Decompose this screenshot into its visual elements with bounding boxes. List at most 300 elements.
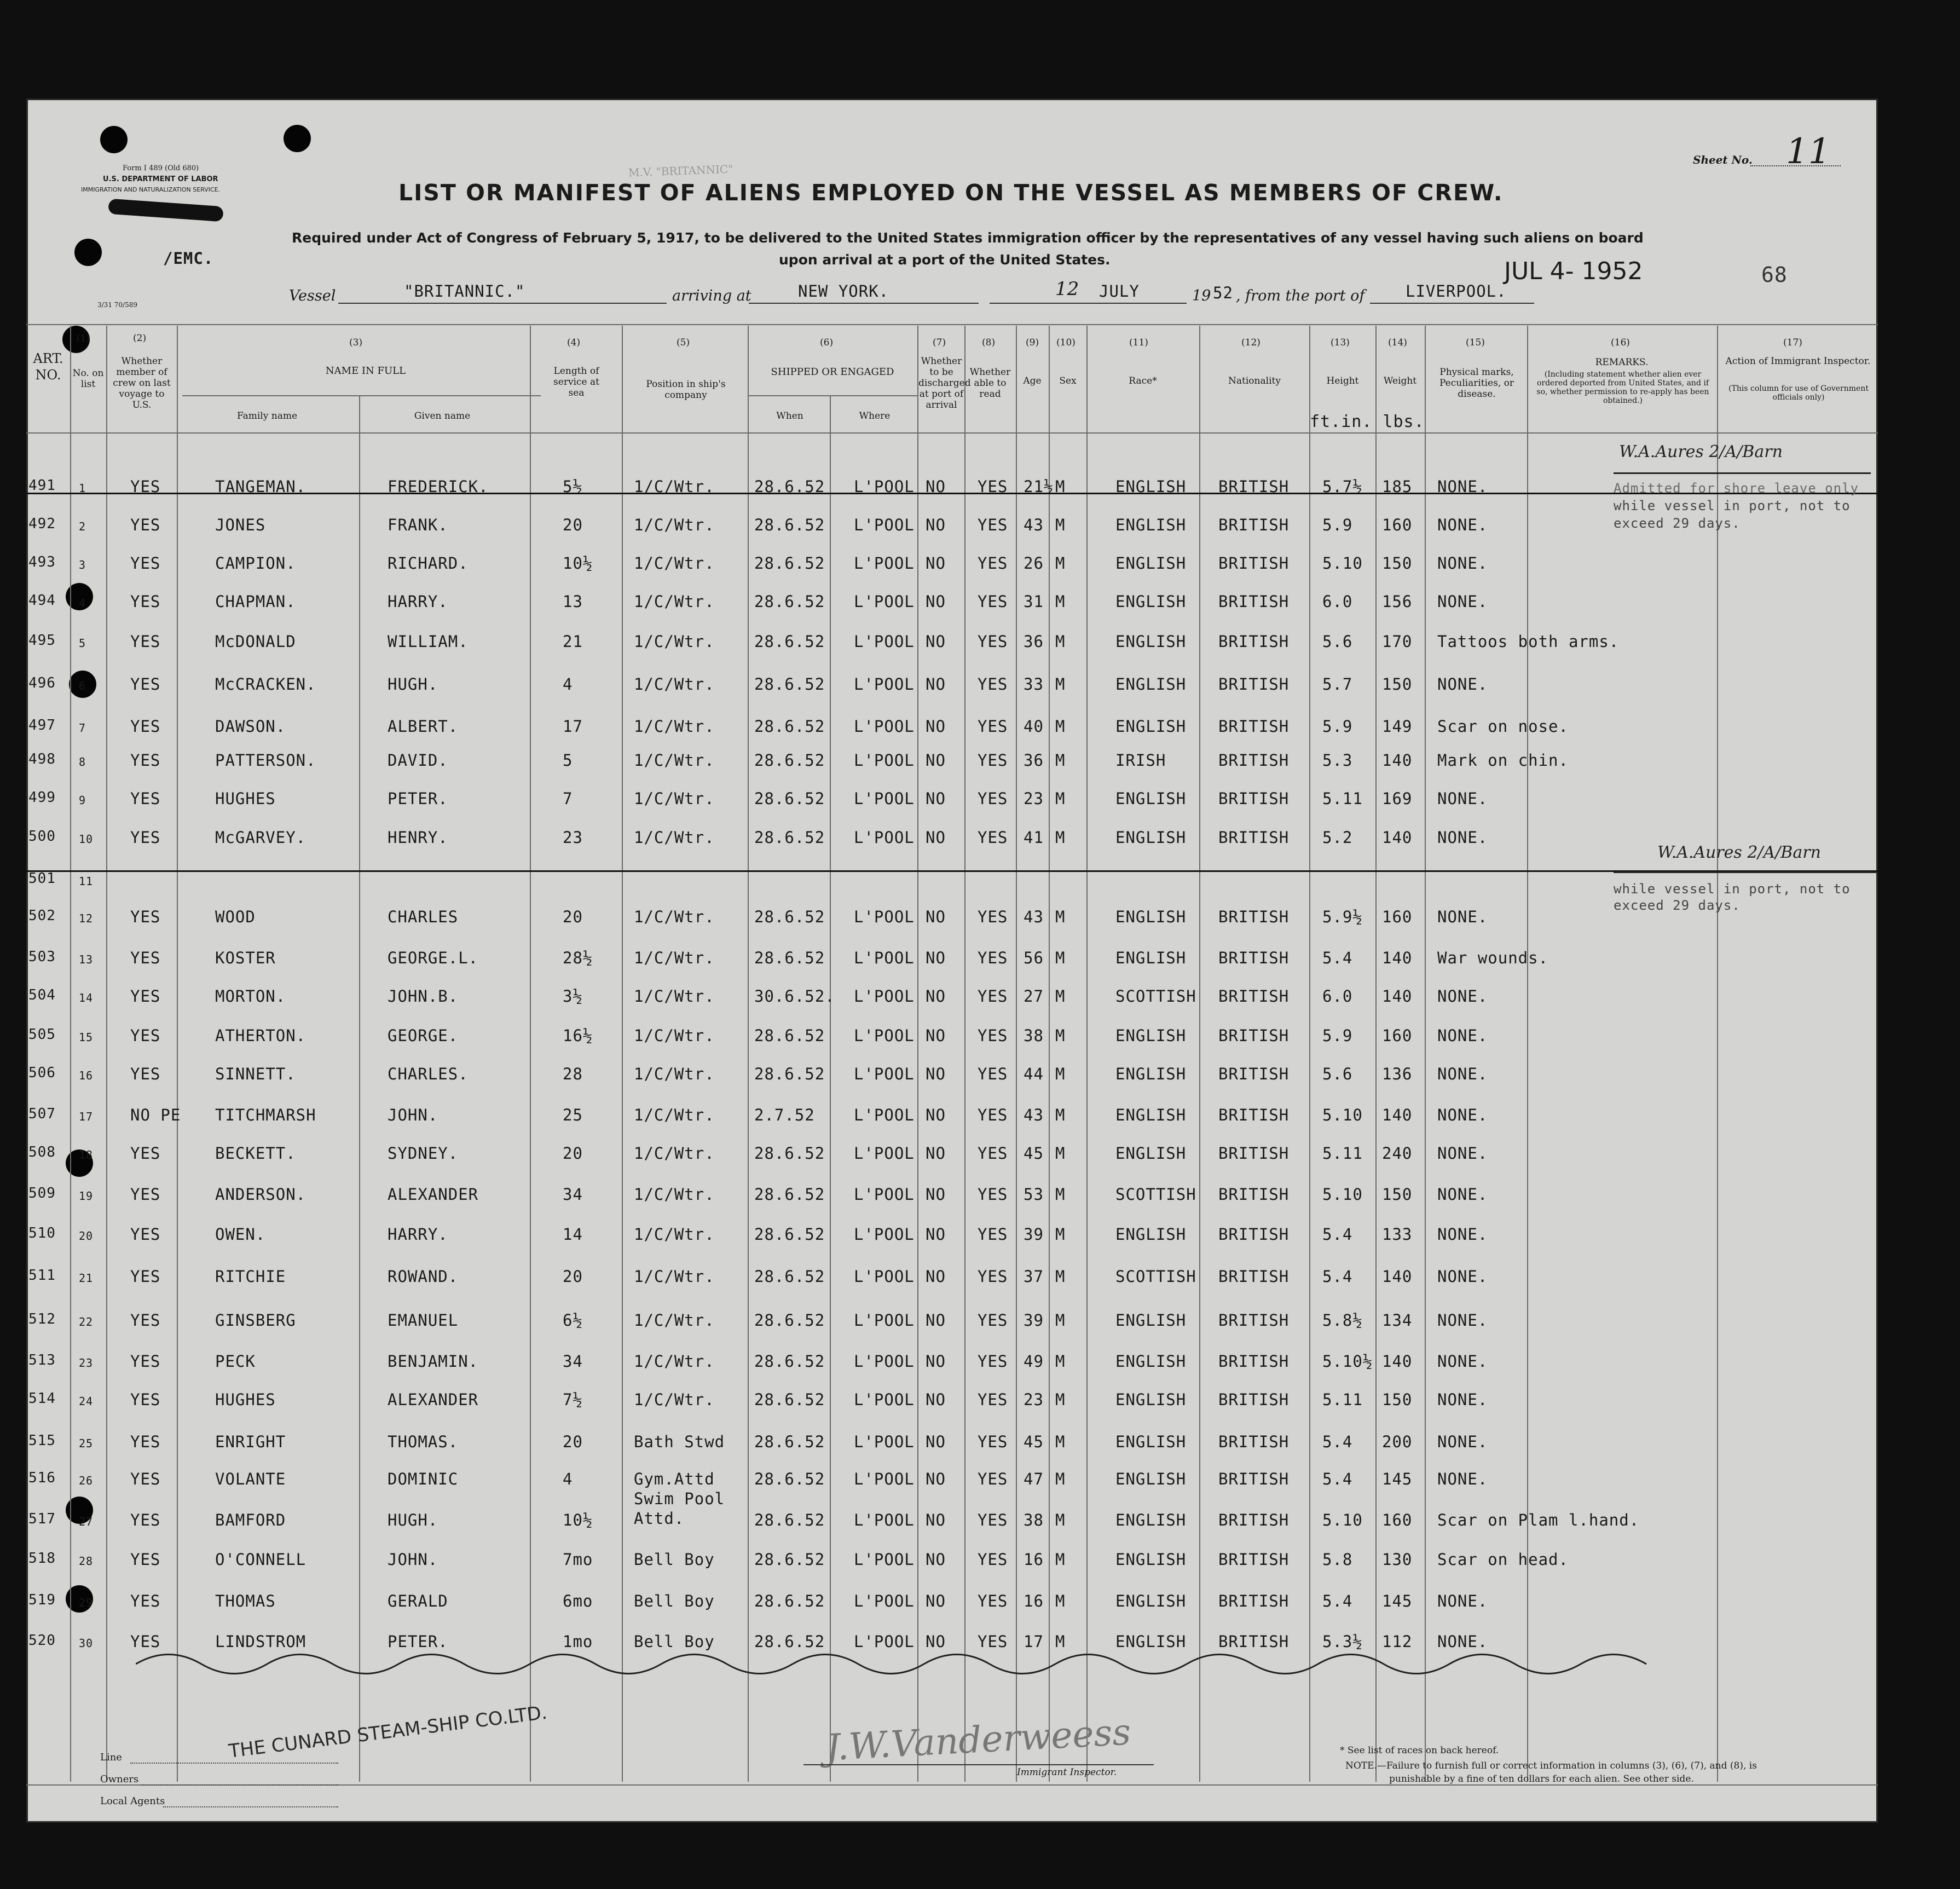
position-cell: 1/C/Wtr. [634,1311,715,1330]
nationality-cell: BRITISH [1218,1026,1290,1045]
art-number-cell: 512 [28,1311,56,1327]
col-divider [1375,326,1377,1782]
family-name-cell: McDONALD [215,632,296,651]
art-number-cell: 509 [28,1185,56,1201]
name-header-rule [182,395,541,396]
col1-number: (1) [77,333,90,344]
sex-cell: M [1055,516,1066,534]
from-port-label: , from the port of [1236,287,1365,304]
race-cell: ENGLISH [1115,1592,1187,1610]
physical-marks-cell: NONE. [1437,1065,1488,1083]
family-name-cell: PATTERSON. [215,751,316,770]
physical-marks-cell: NONE. [1437,1026,1488,1045]
col13-header: Height [1326,376,1359,386]
prior-voyage-cell: YES [130,717,161,736]
service-length-cell: 14 [563,1225,583,1244]
family-name-cell: SINNETT. [215,1065,296,1083]
race-cell: ENGLISH [1115,1550,1187,1569]
table-top-rule [26,324,1878,325]
height-cell: 5.2 [1322,828,1353,847]
weight-cell: 140 [1382,1352,1413,1371]
sex-cell: M [1055,1352,1066,1371]
art-number-cell: 518 [28,1550,56,1567]
weight-cell: 200 [1382,1432,1413,1451]
given-name-cell: FRANK. [388,516,448,534]
department-label: U.S. DEPARTMENT OF LABOR [103,175,218,183]
physical-marks-cell: War wounds. [1437,949,1549,967]
height-cell: 5.6 [1322,1065,1353,1083]
height-cell: 5.4 [1322,1592,1353,1610]
shipped-where-cell: L'POOL [854,1432,915,1451]
family-name-cell: BECKETT. [215,1144,296,1163]
nationality-cell: BRITISH [1218,789,1290,808]
family-name-cell: BAMFORD [215,1511,286,1529]
position-cell: 1/C/Wtr. [634,1026,715,1045]
given-name-cell: FREDERICK. [388,477,489,496]
discharged-cell: NO [926,675,946,694]
race-cell: ENGLISH [1115,789,1187,808]
physical-marks-cell: NONE. [1437,1106,1488,1124]
col16-number: (16) [1611,337,1630,348]
art-number-cell: 514 [28,1390,56,1407]
given-name-cell: SYDNEY. [388,1144,459,1163]
physical-marks-cell: Scar on Plam l.hand. [1437,1511,1640,1529]
col-divider [106,326,107,1782]
height-cell: 5.7½ [1322,477,1363,496]
able-to-read-cell: YES [978,1106,1008,1124]
discharged-cell: NO [926,1632,946,1651]
height-cell: 5.10 [1322,554,1363,573]
prior-voyage-cell: YES [130,1352,161,1371]
weight-cell: 145 [1382,1592,1413,1610]
able-to-read-cell: YES [978,554,1008,573]
height-cell: 5.11 [1322,1390,1363,1409]
shipped-where-cell: L'POOL [854,632,915,651]
race-cell: ENGLISH [1115,949,1187,967]
art-number-cell: 501 [28,870,56,887]
sex-cell: M [1055,1550,1066,1569]
sex-cell: M [1055,1632,1066,1651]
family-name-cell: OWEN. [215,1225,266,1244]
service-length-cell: 3½ [563,987,583,1006]
prior-voyage-cell: YES [130,828,161,847]
service-length-cell: 13 [563,592,583,611]
physical-marks-cell: NONE. [1437,1390,1488,1409]
list-number-cell: 18 [79,1148,94,1162]
able-to-read-cell: YES [978,675,1008,694]
family-name-cell: McGARVEY. [215,828,307,847]
remarks-text-2a: while vessel in port, not to [1614,881,1851,897]
age-cell: 45 [1024,1432,1044,1451]
prior-voyage-cell: YES [130,1550,161,1569]
col17-subheader: (This column for use of Government officials only) [1728,384,1869,402]
shipped-where-cell: L'POOL [854,1390,915,1409]
service-length-cell: 21 [563,632,583,651]
weight-cell: 112 [1382,1632,1413,1651]
given-name-cell: GEORGE.L. [388,949,479,967]
col-divider [830,395,831,1782]
print-reference: 3/31 70/589 [97,301,137,309]
physical-marks-cell: NONE. [1437,554,1488,573]
sex-cell: M [1055,1432,1066,1451]
family-name-cell: CAMPION. [215,554,296,573]
family-name-cell: VOLANTE [215,1470,286,1488]
col6-header: SHIPPED OR ENGAGED [771,366,894,378]
height-cell: 5.9 [1322,516,1353,534]
age-cell: 45 [1024,1144,1044,1163]
nationality-cell: BRITISH [1218,908,1290,926]
sex-cell: M [1055,908,1066,926]
col-divider [917,326,918,1782]
race-cell: ENGLISH [1115,592,1187,611]
col-divider [622,326,623,1782]
departure-port-line [1370,303,1534,304]
list-number-cell: 10 [79,833,94,846]
race-cell: ENGLISH [1115,1432,1187,1451]
vessel-label: Vessel [289,287,336,304]
height-cell: 5.9 [1322,1026,1353,1045]
physical-marks-cell: NONE. [1437,789,1488,808]
nationality-cell: BRITISH [1218,1470,1290,1488]
discharged-cell: NO [926,1470,946,1488]
height-cell: 5.3½ [1322,1632,1363,1651]
shipped-where-cell: L'POOL [854,554,915,573]
physical-marks-cell: NONE. [1437,1144,1488,1163]
office-code: /EMC. [163,249,214,268]
shipped-where-cell: L'POOL [854,1185,915,1204]
sex-cell: M [1055,949,1066,967]
service-length-cell: 6½ [563,1311,583,1330]
age-cell: 53 [1024,1185,1044,1204]
physical-marks-cell: NONE. [1437,1267,1488,1286]
shipped-when-cell: 28.6.52 [754,908,825,926]
units-label: ft.in. lbs. [1310,412,1425,431]
ink-smudge [108,199,223,222]
line-field-rule [130,1763,338,1764]
arriving-label: arriving at [672,287,751,304]
shipped-where-cell: L'POOL [854,1592,915,1610]
nationality-cell: BRITISH [1218,554,1290,573]
service-length-cell: 25 [563,1106,583,1124]
inspector-signature: J.W.Vanderweess [824,1711,1132,1769]
discharged-cell: NO [926,717,946,736]
weight-cell: 140 [1382,1267,1413,1286]
arrival-month: JULY [1099,282,1140,301]
list-number-cell: 29 [79,1596,94,1609]
height-cell: 5.8 [1322,1550,1353,1569]
nationality-cell: BRITISH [1218,717,1290,736]
sex-cell: M [1055,675,1066,694]
col9-number: (9) [1026,337,1039,348]
position-cell: 1/C/Wtr. [634,751,715,770]
position-cell: Bell Boy [634,1550,715,1569]
owners-label: Owners [100,1774,139,1785]
col10-number: (10) [1056,337,1076,348]
col17-number: (17) [1783,337,1802,348]
inspector-label: Immigrant Inspector. [1017,1767,1117,1778]
line-label: Line [100,1752,122,1763]
race-cell: ENGLISH [1115,1144,1187,1163]
age-cell: 33 [1024,675,1044,694]
position-cell: 1/C/Wtr. [634,477,715,496]
age-cell: 44 [1024,1065,1044,1083]
discharged-cell: NO [926,1267,946,1286]
height-cell: 5.10 [1322,1106,1363,1124]
subtitle-line-1: Required under Act of Congress of February 5, 1917, to be delivered to the United States immigration officer by the representatives of any vessel having such aliens on board [292,230,1644,246]
arrival-port-line [749,303,979,304]
shipped-where-cell: L'POOL [854,1470,915,1488]
weight-cell: 133 [1382,1225,1413,1244]
nationality-cell: BRITISH [1218,1225,1290,1244]
sex-cell: M [1055,789,1066,808]
prior-voyage-cell: YES [130,1632,161,1651]
able-to-read-cell: YES [978,1511,1008,1529]
physical-marks-cell: NONE. [1437,987,1488,1006]
given-name-cell: HARRY. [388,1225,448,1244]
race-cell: ENGLISH [1115,554,1187,573]
prior-voyage-cell: YES [130,987,161,1006]
col-divider [1425,326,1426,1782]
shipped-when-cell: 28.6.52 [754,1144,825,1163]
able-to-read-cell: YES [978,789,1008,808]
shipped-when-cell: 28.6.52 [754,1185,825,1204]
able-to-read-cell: YES [978,828,1008,847]
discharged-cell: NO [926,908,946,926]
age-cell: 38 [1024,1511,1044,1529]
family-name-cell: LINDSTROM [215,1632,307,1651]
shipped-when-cell: 28.6.52 [754,1632,825,1651]
shipped-where-cell: L'POOL [854,1065,915,1083]
art-number-cell: 496 [28,675,56,691]
discharged-cell: NO [926,1144,946,1163]
col3-number: (3) [349,337,363,348]
list-number-cell: 28 [79,1555,94,1568]
service-length-cell: 34 [563,1185,583,1204]
given-name-cell: RICHARD. [388,554,469,573]
col11-number: (11) [1129,337,1148,348]
art-number-cell: 519 [28,1592,56,1608]
shipped-when-cell: 28.6.52 [754,592,825,611]
race-cell: ENGLISH [1115,1511,1187,1529]
weight-cell: 145 [1382,1470,1413,1488]
sheet-number-line [1750,165,1841,166]
sex-cell: M [1055,1267,1066,1286]
list-number-cell: 20 [79,1229,94,1243]
list-number-cell: 21 [79,1272,94,1285]
age-cell: 56 [1024,949,1044,967]
prior-voyage-cell: YES [130,949,161,967]
family-name-cell: TITCHMARSH [215,1106,316,1124]
age-cell: 21½ [1024,477,1054,496]
height-cell: 5.11 [1322,789,1363,808]
col16-header: REMARKS. [1595,357,1649,368]
age-cell: 49 [1024,1352,1044,1371]
family-name-cell: O'CONNELL [215,1550,307,1569]
shipped-when-cell: 28.6.52 [754,828,825,847]
remarks-text-1c: exceed 29 days. [1614,516,1741,531]
col12-header: Nationality [1228,376,1281,386]
nationality-cell: BRITISH [1218,1185,1290,1204]
able-to-read-cell: YES [978,632,1008,651]
physical-marks-cell: NONE. [1437,1592,1488,1610]
prior-voyage-cell: YES [130,1225,161,1244]
able-to-read-cell: YES [978,1225,1008,1244]
position-cell: 1/C/Wtr. [634,1267,715,1286]
col-divider [748,326,749,1782]
height-cell: 5.9½ [1322,908,1363,926]
col-divider [1049,326,1050,1782]
weight-cell: 150 [1382,1390,1413,1409]
nationality-cell: BRITISH [1218,949,1290,967]
position-cell: Bell Boy [634,1632,715,1651]
col7-number: (7) [933,337,946,348]
weight-cell: 140 [1382,987,1413,1006]
physical-marks-cell: NONE. [1437,1470,1488,1488]
ship-reference-number: 68 [1761,263,1788,287]
race-cell: ENGLISH [1115,632,1187,651]
shipped-where-cell: L'POOL [854,717,915,736]
family-name-cell: TANGEMAN. [215,477,307,496]
service-length-cell: 10½ [563,1511,593,1529]
weight-cell: 169 [1382,789,1413,808]
col2-number: (2) [133,333,147,344]
col15-header: Physical marks, Peculiarities, or disease. [1439,367,1514,400]
list-number-cell: 8 [79,755,86,769]
shipped-where-cell: L'POOL [854,1267,915,1286]
arrival-day: 12 [1055,278,1079,300]
sex-cell: M [1055,592,1066,611]
service-length-cell: 5½ [563,477,583,496]
sex-cell: M [1055,717,1066,736]
race-cell: SCOTTISH [1115,987,1196,1006]
col-divider [359,395,360,1782]
race-cell: ENGLISH [1115,828,1187,847]
discharged-cell: NO [926,1592,946,1610]
list-number-cell: 15 [79,1031,94,1044]
given-name-cell: WILLIAM. [388,632,469,651]
prior-voyage-cell: YES [130,632,161,651]
discharged-cell: NO [926,516,946,534]
physical-marks-cell: Scar on head. [1437,1550,1569,1569]
shipped-where-cell: L'POOL [854,1632,915,1651]
able-to-read-cell: YES [978,1144,1008,1163]
art-number-cell: 499 [28,789,56,806]
prior-voyage-cell: YES [130,516,161,534]
able-to-read-cell: YES [978,1267,1008,1286]
shipped-when-cell: 28.6.52 [754,1065,825,1083]
col4-header: Length of service at sea [553,366,599,398]
race-cell: ENGLISH [1115,1311,1187,1330]
shipped-where-cell: L'POOL [854,828,915,847]
given-name-cell: EMANUEL [388,1311,459,1330]
sheet-label: Sheet No. [1693,153,1753,166]
able-to-read-cell: YES [978,949,1008,967]
agents-field-rule [163,1806,338,1807]
arrival-port: NEW YORK. [798,282,889,301]
physical-marks-cell: NONE. [1437,592,1488,611]
physical-marks-cell: NONE. [1437,675,1488,694]
position-cell: 1/C/Wtr. [634,1144,715,1163]
weight-cell: 136 [1382,1065,1413,1083]
sex-cell: M [1055,1144,1066,1163]
height-cell: 5.4 [1322,1267,1353,1286]
race-cell: ENGLISH [1115,1352,1187,1371]
list-number-cell: 17 [79,1110,94,1123]
discharged-cell: NO [926,1106,946,1124]
discharged-cell: NO [926,828,946,847]
physical-marks-cell: NONE. [1437,908,1488,926]
sex-cell: M [1055,1470,1066,1488]
art-number-cell: 517 [28,1511,56,1527]
position-cell: 1/C/Wtr. [634,1065,715,1083]
given-name-cell: PETER. [388,789,448,808]
col6-when-header: When [776,411,803,421]
col8-number: (8) [982,337,996,348]
service-length-cell: 20 [563,1267,583,1286]
shipped-when-cell: 28.6.52 [754,1352,825,1371]
position-cell: 1/C/Wtr. [634,949,715,967]
able-to-read-cell: YES [978,1185,1008,1204]
race-cell: ENGLISH [1115,1390,1187,1409]
page-title: LIST OR MANIFEST OF ALIENS EMPLOYED ON THE VESSEL AS MEMBERS OF CREW. [398,180,1504,206]
art-number-cell: 516 [28,1470,56,1486]
given-name-cell: CHARLES. [388,1065,469,1083]
shipped-where-cell: L'POOL [854,1311,915,1330]
race-cell: SCOTTISH [1115,1185,1196,1204]
position-cell: 1/C/Wtr. [634,908,715,926]
shipped-when-cell: 28.6.52 [754,1311,825,1330]
able-to-read-cell: YES [978,717,1008,736]
art-number-cell: 492 [28,516,56,532]
family-name-cell: HUGHES [215,789,276,808]
position-cell: 1/C/Wtr. [634,592,715,611]
discharged-cell: NO [926,477,946,496]
service-length-cell: 20 [563,908,583,926]
family-name-cell: HUGHES [215,1390,276,1409]
art-number-cell: 491 [28,477,56,494]
family-name-cell: PECK [215,1352,256,1371]
list-number-cell: 14 [79,991,94,1004]
prior-voyage-cell: YES [130,789,161,808]
remarks-strike-2 [1614,871,1876,873]
col-divider [70,326,71,1782]
discharged-cell: NO [926,1026,946,1045]
prior-voyage-cell: YES [130,592,161,611]
remarks-strike-1 [1614,472,1871,474]
shipped-where-cell: L'POOL [854,949,915,967]
shipped-where-cell: L'POOL [854,987,915,1006]
given-name-cell: ALEXANDER [388,1185,479,1204]
art-number-cell: 510 [28,1225,56,1241]
age-cell: 36 [1024,751,1044,770]
race-cell: ENGLISH [1115,1026,1187,1045]
weight-cell: 156 [1382,592,1413,611]
col-divider [530,326,531,1782]
height-cell: 6.0 [1322,592,1353,611]
col6-where-header: Where [859,411,891,421]
list-number-cell: 24 [79,1395,94,1408]
able-to-read-cell: YES [978,1311,1008,1330]
service-length-cell: 17 [563,717,583,736]
list-number-cell: 22 [79,1315,94,1328]
list-number-cell: 2 [79,520,86,533]
nationality-cell: BRITISH [1218,1352,1290,1371]
art-number-cell: 505 [28,1026,56,1043]
sex-cell: M [1055,987,1066,1006]
race-cell: ENGLISH [1115,1632,1187,1651]
nationality-cell: BRITISH [1218,1592,1290,1610]
col1b-header: No. on list [72,368,104,390]
